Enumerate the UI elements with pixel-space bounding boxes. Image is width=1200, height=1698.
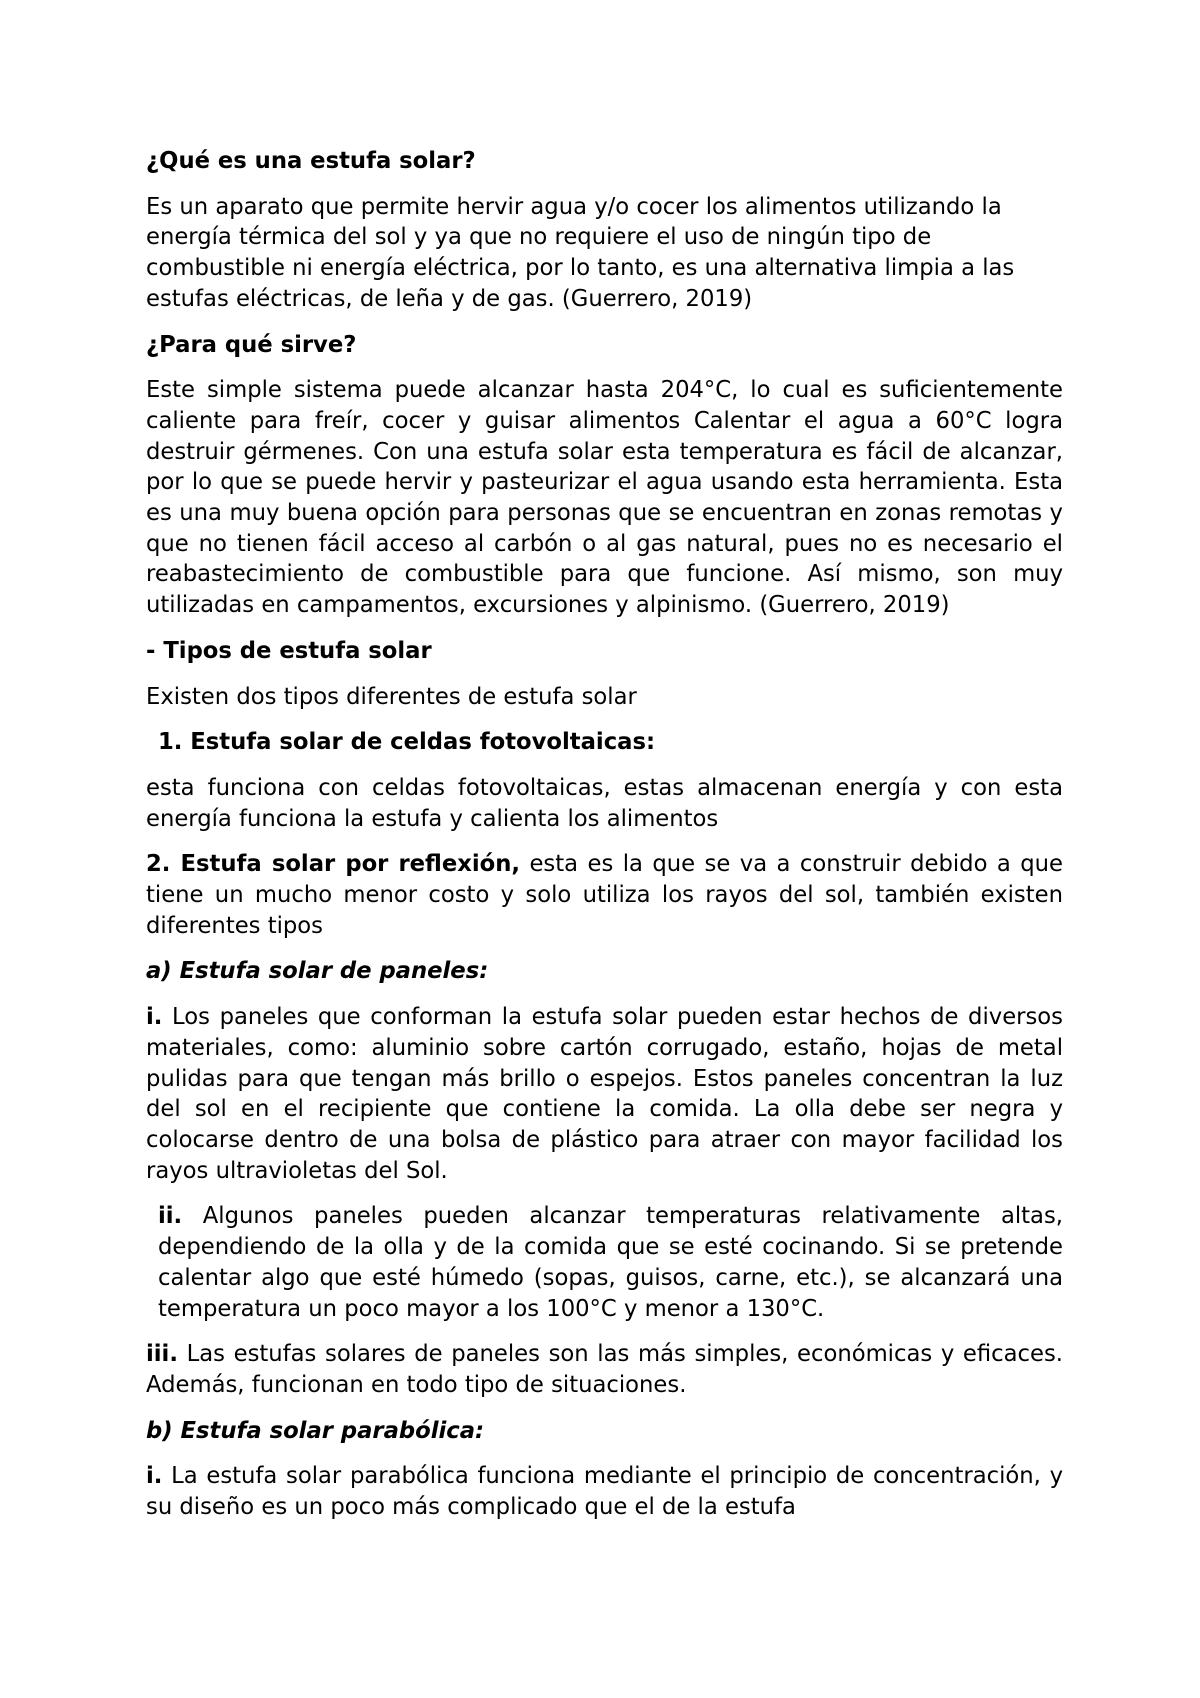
paragraph-reflexion [146, 849, 1063, 941]
list-item-paneles-ii [146, 1201, 1063, 1324]
heading-parabolica: b) Estufa solar parabólica: [146, 1417, 485, 1444]
list-item-text: La estufa solar parabólica funciona mediante el principio de concentración, y su diseño es un poco más complicado que el de la estufa [146, 1463, 1063, 1521]
heading-celdas-fotovoltaicas: 1. Estufa solar de celdas fotovoltaicas: [158, 729, 656, 756]
list-item-paneles-iii [146, 1339, 1063, 1400]
paragraph-usos: Este simple sistema puede alcanzar hasta 204°C, lo cual es suficientemente caliente para freír, cocer y guisar alimentos Calentar el agua a 60°C logra destruir gérmenes. Con una estufa solar esta temperatura es fácil de alcanzar, por lo que se puede hervir y pasteurizar el agua usando esta herramienta. Esta es una muy buena opción para personas que se encuentran en zonas remotas y que no tienen fácil acceso al carbón o al gas natural, pues no es necesario el reabastecimiento de combustible para que funcione. Así mismo, son muy utilizadas en campamentos, excursiones y alpinismo. (Guerrero, 2019) [146, 377, 1063, 619]
heading-paneles: a) Estufa solar de paneles: [146, 958, 489, 985]
list-marker: iii. [146, 1341, 178, 1368]
reflexion-label: 2. Estufa solar por reflexión, [146, 851, 521, 878]
list-item-text: Las estufas solares de paneles son las más simples, económicas y eficaces. Además, funcionan en todo tipo de situaciones. [146, 1341, 1063, 1398]
heading-que-es: ¿Qué es una estufa solar? [146, 148, 476, 174]
list-item-text: Algunos paneles pueden alcanzar temperaturas relativamente altas, dependiendo de la olla y de la comida que se esté cocinando. Si se pretende calentar algo que esté húmedo (sopas, guisos, carne, etc.), se alcanzará una temperatura un poco mayor a los 100°C y menor a 130°C. [158, 1203, 1063, 1322]
reflexion-text: esta es la que se va a construir debido a que tiene un mucho menor costo y solo utiliza los rayos del sol, también existen diferentes tipos [146, 851, 1063, 939]
list-item-parabolica-i [146, 1461, 1063, 1522]
paragraph-celdas-fotovoltaicas: esta funciona con celdas fotovoltaicas, estas almacenan energía y con esta energía funciona la estufa y calienta los alimentos [146, 774, 1063, 832]
heading-para-que-sirve: ¿Para qué sirve? [146, 331, 357, 358]
paragraph-tipos-intro: Existen dos tipos diferentes de estufa solar [146, 683, 637, 710]
list-item-text: Los paneles que conforman la estufa solar pueden estar hechos de diversos materiales, como: aluminio sobre cartón corrugado, estaño, hojas de metal pulidas para que tengan más brillo o espejos. Estos paneles concentran la luz del sol en el recipiente que contiene la comida. La olla debe ser negra y colocarse dentro de una bolsa de plástico para atraer con mayor facilidad los rayos ultravioletas del Sol. [146, 1004, 1063, 1184]
list-marker: i. [146, 1463, 163, 1490]
list-marker: ii. [158, 1203, 183, 1230]
list-marker: i. [146, 1004, 163, 1031]
paragraph-definicion: Es un aparato que permite hervir agua y/o cocer los alimentos utilizando la energía térmica del sol y ya que no requiere el uso de ningún tipo de combustible ni energía eléctrica, por lo tanto, es una alternativa limpia a las estufas eléctricas, de leña y de gas. (Guerrero, 2019) [146, 193, 1015, 312]
heading-tipos: - Tipos de estufa solar [146, 637, 432, 664]
list-item-paneles-i [146, 1002, 1063, 1186]
document-body [146, 146, 1063, 1538]
